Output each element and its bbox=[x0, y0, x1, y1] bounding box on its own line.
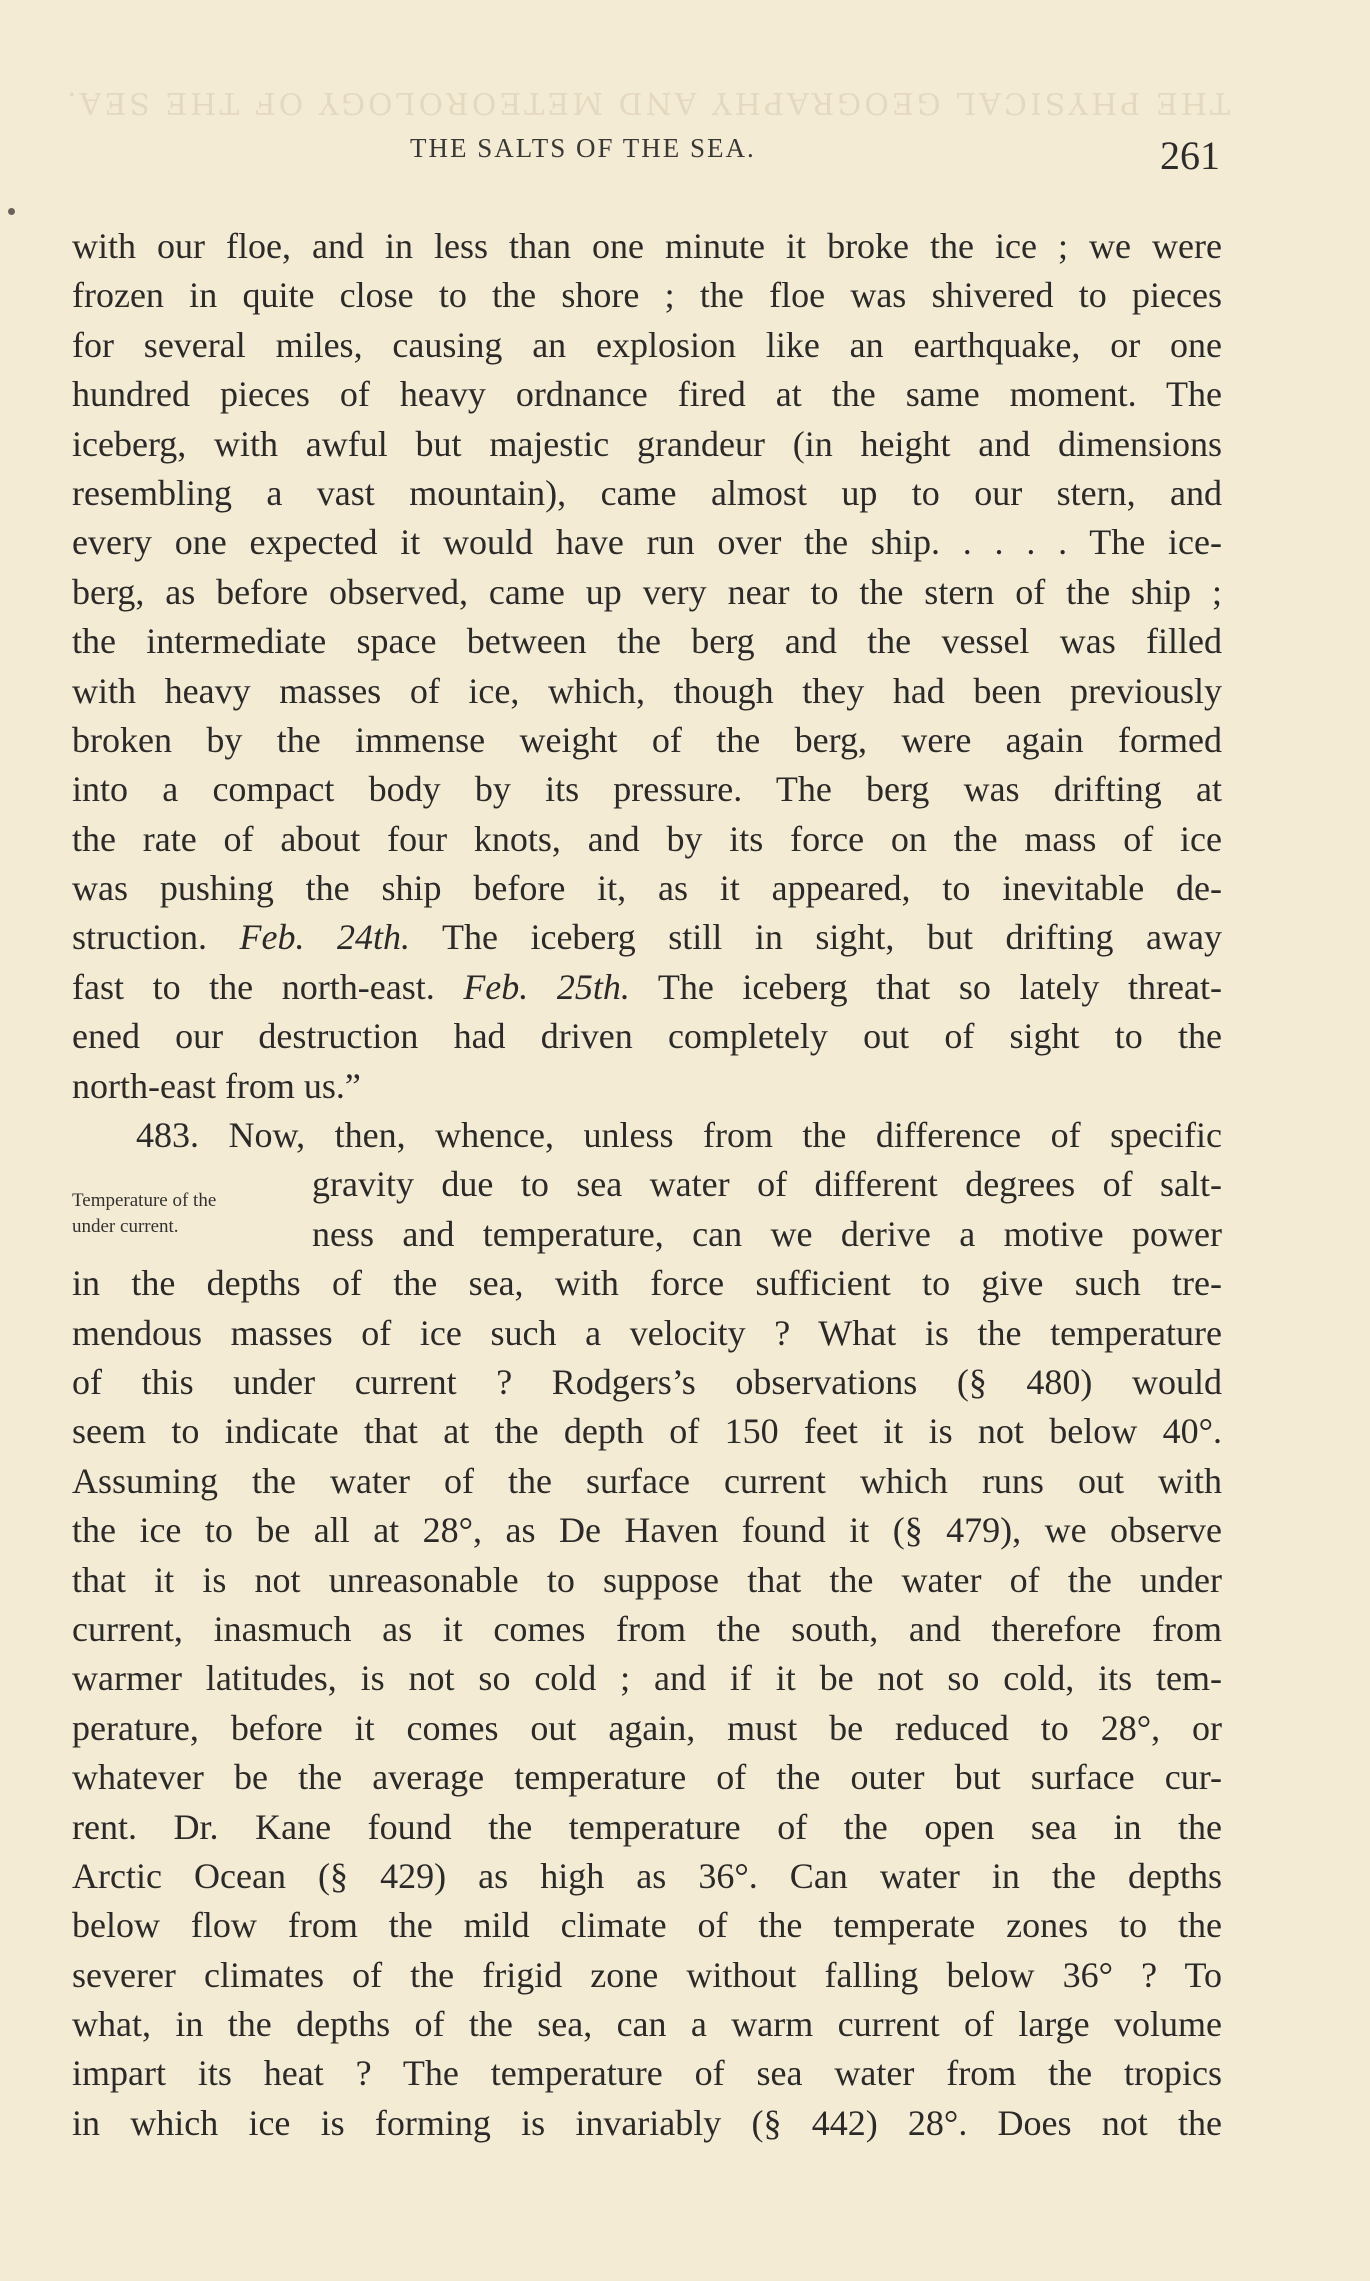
text-segment: struction. bbox=[72, 917, 240, 958]
paragraph-483-start: 483. Now, then, whence, unless from the difference of specific bbox=[136, 1115, 1222, 1156]
text-line: was pushing the ship before it, as it appeared, to inevitable de- bbox=[72, 868, 1222, 909]
text-line: warmer latitudes, is not so cold ; and if it be not so cold, its tem- bbox=[72, 1658, 1222, 1699]
side-note-line-2: under current. bbox=[72, 1216, 179, 1237]
show-through-text: THE PHYSICAL GEOGRAPHY AND METEOROLOGY OF THE SEA. bbox=[64, 85, 1230, 120]
text-line: the rate of about four knots, and by its force on the mass of ice bbox=[72, 818, 1222, 859]
text-line: with our floe, and in less than one minute it broke the ice ; we were bbox=[72, 226, 1222, 266]
text-segment: fast to the north-east. bbox=[72, 966, 464, 1007]
text-line: what, in the depths of the sea, can a warm current of large volume bbox=[72, 2004, 1222, 2045]
text-line: hundred pieces of heavy ordnance fired at the same moment. The bbox=[72, 374, 1222, 415]
text-line: berg, as before observed, came up very near to the stern of the ship ; bbox=[72, 571, 1222, 612]
text-line bbox=[72, 913, 1222, 962]
text-line: seem to indicate that at the depth of 150 feet it is not below 40°. bbox=[72, 1411, 1222, 1452]
side-note-line-1: Temperature of the bbox=[72, 1190, 217, 1211]
text-line: in the depths of the sea, with force sufficient to give such tre- bbox=[72, 1263, 1222, 1304]
text-line: mendous masses of ice such a velocity ? What is the temperature bbox=[72, 1312, 1222, 1353]
text-line: with heavy masses of ice, which, though they had been previously bbox=[72, 670, 1222, 711]
date-feb-24: Feb. 24th. bbox=[239, 917, 411, 958]
text-line: Assuming the water of the surface current which runs out with bbox=[72, 1460, 1222, 1501]
text-line: perature, before it comes out again, must be reduced to 28°, or bbox=[72, 1707, 1222, 1748]
page-number: 261 bbox=[1160, 133, 1220, 178]
running-title: THE SALTS OF THE SEA. bbox=[410, 133, 756, 163]
text-line: gravity due to sea water of different degrees of salt- bbox=[312, 1164, 1222, 1205]
date-feb-25: Feb. 25th. bbox=[463, 966, 630, 1007]
text-line: below flow from the mild climate of the temperate zones to the bbox=[72, 1905, 1222, 1946]
text-segment: The iceberg still in sight, but drifting away bbox=[410, 917, 1222, 958]
text-line-end: north-east from us.” bbox=[72, 1065, 361, 1106]
text-line: in which ice is forming is invariably (§ 442) 28°. Does not the bbox=[72, 2102, 1222, 2143]
text-line: the intermediate space between the berg and the vessel was filled bbox=[72, 621, 1222, 662]
text-line: Arctic Ocean (§ 429) as high as 36°. Can water in the depths bbox=[72, 1855, 1222, 1896]
text-line: ness and temperature, can we derive a motive power bbox=[312, 1213, 1222, 1254]
text-line: whatever be the average temperature of the outer but surface cur- bbox=[72, 1757, 1222, 1798]
body-text bbox=[72, 222, 1222, 2148]
text-line: into a compact body by its pressure. The berg was drifting at bbox=[72, 769, 1222, 810]
text-line: ened our destruction had driven completely out of sight to the bbox=[72, 1016, 1222, 1057]
text-line: impart its heat ? The temperature of sea water from the tropics bbox=[72, 2053, 1222, 2094]
margin-mark bbox=[8, 208, 15, 215]
text-line: iceberg, with awful but majestic grandeur (in height and dimensions bbox=[72, 423, 1222, 464]
text-line: rent. Dr. Kane found the temperature of the open sea in the bbox=[72, 1806, 1222, 1847]
text-line: of this under current ? Rodgers’s observations (§ 480) would bbox=[72, 1361, 1222, 1402]
text-line: for several miles, causing an explosion like an earthquake, or one bbox=[72, 324, 1222, 365]
text-line: broken by the immense weight of the berg, were again formed bbox=[72, 719, 1222, 760]
text-line: the ice to be all at 28°, as De Haven found it (§ 479), we observe bbox=[72, 1510, 1222, 1551]
text-line: frozen in quite close to the shore ; the floe was shivered to pieces bbox=[72, 275, 1222, 316]
text-line: current, inasmuch as it comes from the south, and therefore from bbox=[72, 1608, 1222, 1649]
text-line: every one expected it would have run over the ship. . . . . The ice- bbox=[72, 522, 1222, 563]
text-segment: The iceberg that so lately threat- bbox=[629, 966, 1222, 1007]
text-line: severer climates of the frigid zone without falling below 36° ? To bbox=[72, 1954, 1222, 1995]
text-line: resembling a vast mountain), came almost up to our stern, and bbox=[72, 472, 1222, 513]
text-line bbox=[72, 963, 1222, 1012]
text-line: that it is not unreasonable to suppose that the water of the under bbox=[72, 1559, 1222, 1600]
